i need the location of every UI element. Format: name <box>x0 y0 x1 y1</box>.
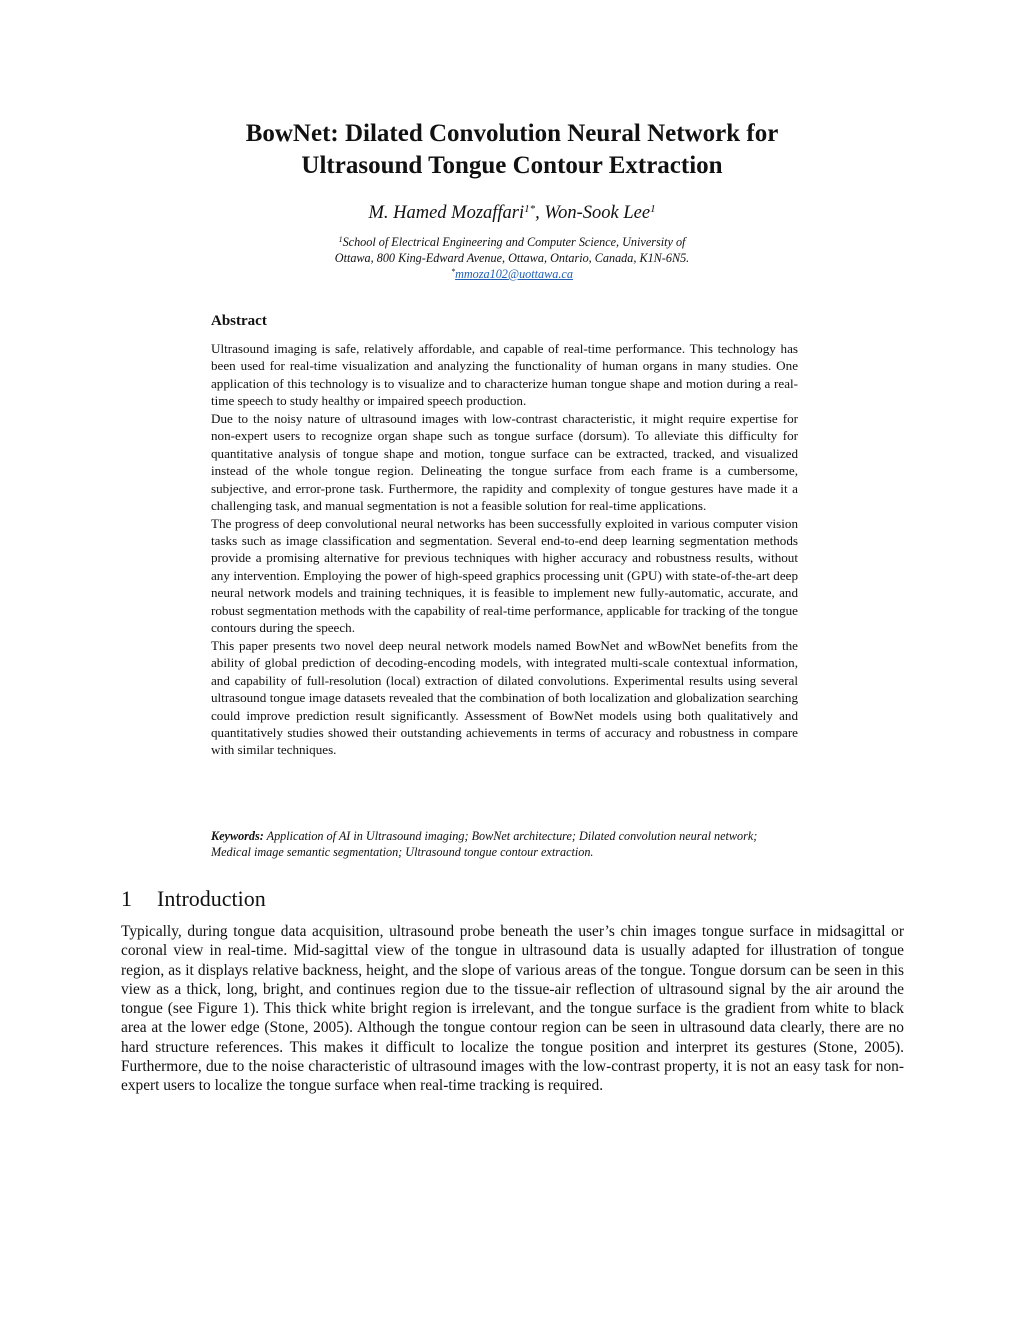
affiliation-line-1: School of Electrical Engineering and Computer Science, University of <box>342 235 686 249</box>
section-title: Introduction <box>157 886 266 911</box>
author-1-superscript: 1* <box>524 203 536 215</box>
abstract-paragraph-1: Ultrasound imaging is safe, relatively affordable, and capable of real-time performance. This technology has been used for real-time visualization and analyzing the functionality of human organs in many studies. One application of this technology is to visualize and to characterize human tongue shape and motion during a real-time speech to study healthy or impaired speech production. <box>211 341 798 409</box>
introduction-paragraph: Typically, during tongue data acquisition, ultrasound probe beneath the user’s chin images tongue surface in midsagittal or coronal view in real-time. Mid-sagittal view of the tongue in ultrasound data is usually adapted for illustration of tongue region, as it displays relative backness, height, and the slope of various areas of the tongue. Tongue dorsum can be seen in this view as a thick, long, bright, and continues region due to the tissue-air reflection of ultrasound signal by the air around the tongue (see Figure 1). This thick white bright region is irrelevant, and the tongue surface is the gradient from white to black area at the lower edge (Stone, 2005). Although the tongue contour region can be seen in ultrasound data clearly, there are no hard structure references. This makes it difficult to localize the tongue position and interpret its gestures (Stone, 2005). Furthermore, due to the noise characteristic of ultrasound images with the low-contrast property, it is not an easy task for non-expert users to localize the tongue surface when real-time tracking is required. <box>121 923 904 1095</box>
email-superscript: * <box>451 267 456 276</box>
author-email-link[interactable]: mmoza102@uottawa.ca <box>455 267 573 281</box>
affiliation-superscript: 1 <box>338 235 343 244</box>
keywords-text: Application of AI in Ultrasound imaging; BowNet architecture; Dilated convolution neural network; Medical image semantic segmentation; Ultrasound tongue contour extraction. <box>211 829 758 859</box>
abstract-body <box>211 340 798 759</box>
author-list <box>0 201 1024 225</box>
affiliation-line-2: Ottawa, 800 King-Edward Avenue, Ottawa, Ontario, Canada, K1N-6N5. <box>334 251 690 265</box>
author-1-name: M. Hamed Mozaffari <box>368 203 525 223</box>
abstract-paragraph-3: The progress of deep convolutional neural networks has been successfully exploited in various computer vision tasks such as image classification and segmentation. Several end-to-end deep learning segmentation methods provide a promising alternative for previous techniques with higher accuracy and robustness results, without any intervention. Employing the power of high-speed graphics processing unit (GPU) with state-of-the-art deep neural network models and training techniques, it is feasible to implement new fully-automatic, accurate, and robust segmentation methods with the capability of real-time performance, applicable for tracking of the tongue contours during the speech. <box>211 515 798 636</box>
keywords <box>211 828 798 860</box>
section-number: 1 <box>121 886 132 911</box>
paper-title-line-1: BowNet: Dilated Convolution Neural Network for <box>245 120 779 147</box>
paper-title-line-2: Ultrasound Tongue Contour Extraction <box>301 152 723 179</box>
abstract-heading: Abstract <box>211 313 267 329</box>
keywords-label: Keywords: <box>211 829 264 843</box>
author-2-superscript: 1 <box>650 203 656 215</box>
abstract-paragraph-2: Due to the noisy nature of ultrasound images with low-contrast characteristic, it might require expertise for non-expert users to recognize organ shape such as tongue surface (dorsum). To alleviate this difficulty for quantitative analysis of tongue shape and motion, tongue surface can be extracted, tracked, and visualized instead of the whole tongue region. Delineating the tongue surface from each frame is a cumbersome, subjective, and error-prone task. Furthermore, the rapidity and complexity of tongue gestures have made it a challenging task, and manual segmentation is not a feasible solution for real-time applications. <box>211 410 798 514</box>
author-separator: , <box>535 203 545 223</box>
author-2-name: Won-Sook Lee <box>544 203 651 223</box>
affiliation <box>0 234 1024 282</box>
paper-title <box>0 118 1024 182</box>
section-heading-introduction <box>121 885 266 913</box>
abstract-paragraph-4: This paper presents two novel deep neural network models named BowNet and wBowNet benefits from the ability of global prediction of decoding-encoding models, with integrated multi-scale contextual information, and capability of full-resolution (local) extraction of dilated convolutions. Experimental results using several ultrasound tongue image datasets revealed that the combination of both localization and globalization searching could improve prediction result significantly. Assessment of BowNet models using both qualitatively and quantitatively studies showed their outstanding achievements in terms of accuracy and robustness in compare with similar techniques. <box>211 637 798 758</box>
